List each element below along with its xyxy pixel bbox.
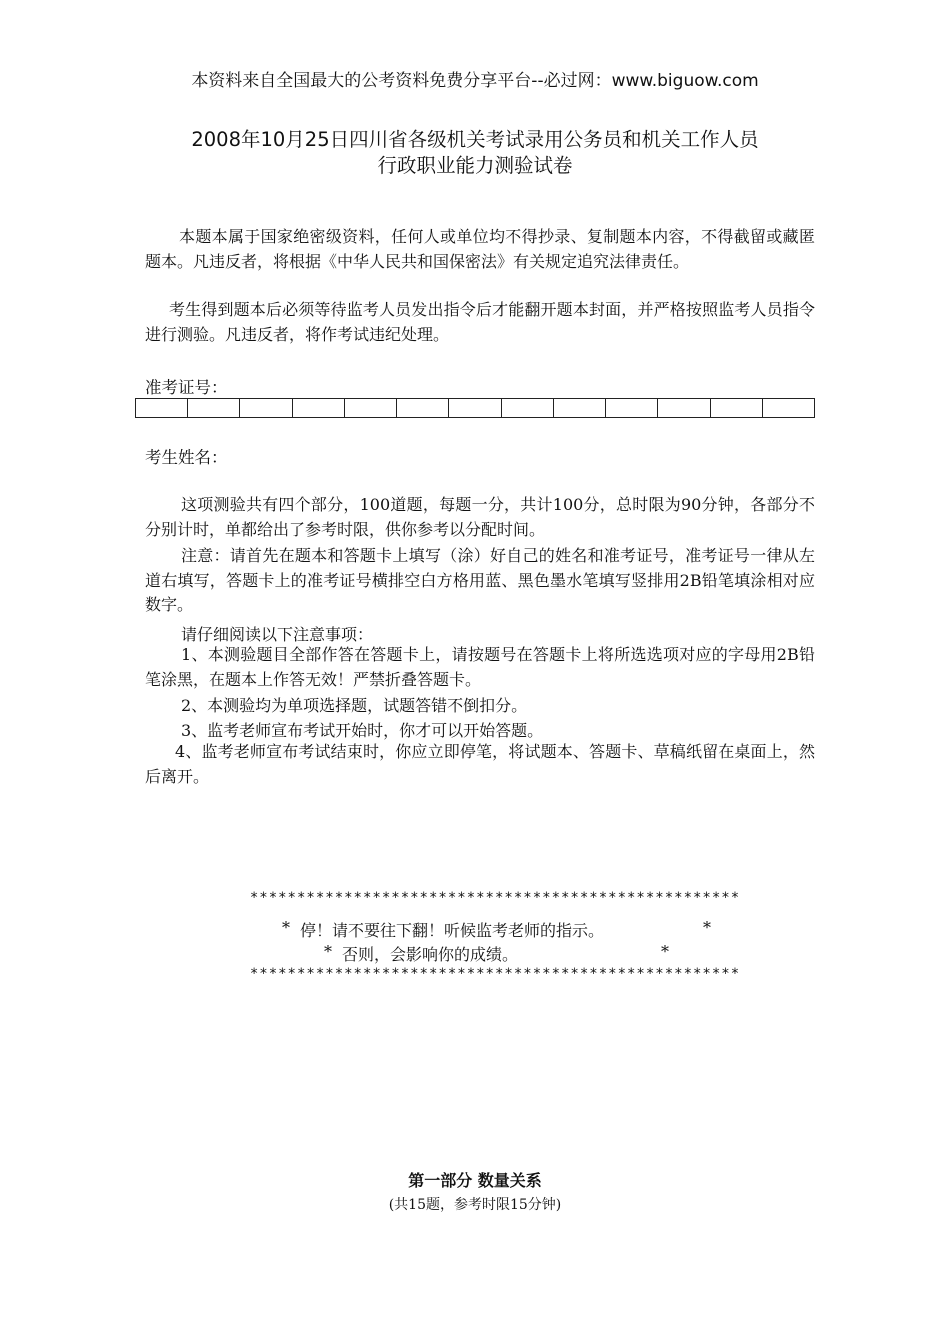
exam-id-grid[interactable]: [135, 398, 815, 418]
warning-bottom-border: ****************************************************: [249, 966, 741, 982]
exam-id-cell[interactable]: [188, 399, 240, 417]
warning-star-left-2: *: [324, 942, 332, 961]
instruction-item-3: 3、监考老师宣布考试开始时，你才可以开始答题。: [181, 721, 544, 740]
exam-id-cell[interactable]: [293, 399, 345, 417]
exam-title-line2: 行政职业能力测验试卷: [377, 154, 573, 177]
section-title: 第一部分 数量关系: [408, 1171, 542, 1190]
exam-id-cell[interactable]: [449, 399, 501, 417]
instruction-item-2: 2、本测验均为单项选择题，试题答错不倒扣分。: [181, 696, 528, 715]
warning-star-right-1: *: [703, 918, 711, 937]
exam-id-cell[interactable]: [554, 399, 606, 417]
confidential-notice: 本题本属于国家绝密级资料，任何人或单位均不得抄录、复制题本内容，不得截留或藏匿题本。凡违反者，将根据《中华人民共和国保密法》有关规定追究法律责任。: [145, 227, 815, 271]
warning-star-right-2: *: [661, 942, 669, 961]
warning-top-border: ****************************************************: [249, 890, 741, 906]
exam-id-cell[interactable]: [345, 399, 397, 417]
instruction-item-4: 4、监考老师宣布考试结束时，你应立即停笔，将试题本、答题卡、草稿纸留在桌面上，然后离开。: [145, 742, 815, 786]
warning-score-line: 否则，会影响你的成绩。: [342, 945, 519, 964]
attention-note: 注意：请首先在题本和答题卡上填写（涂）好自己的姓名和准考证号，准考证号一律从左道右填写，答题卡上的准考证号横排空白方格用蓝、黑色墨水笔填写竖排用2B铅笔填涂相对应数字。: [145, 546, 815, 614]
candidate-name-label: 考生姓名：: [145, 448, 228, 467]
warning-star-left-1: *: [282, 918, 290, 937]
read-carefully-line: 请仔细阅读以下注意事项：: [181, 625, 374, 644]
exam-id-cell[interactable]: [606, 399, 658, 417]
warning-stop-line: 停！请不要往下翻！听候监考老师的指示。: [300, 921, 605, 940]
exam-id-cell[interactable]: [240, 399, 292, 417]
exam-id-cell[interactable]: [502, 399, 554, 417]
instruction-item-1: 1、本测验题目全部作答在答题卡上，请按题号在答题卡上将所选选项对应的字母用2B铅笔涂黑，在题本上作答无效！严禁折叠答题卡。: [145, 645, 815, 689]
exam-id-cell[interactable]: [763, 399, 814, 417]
exam-id-cell[interactable]: [658, 399, 710, 417]
section-subtitle: (共15题，参考时限15分钟): [388, 1197, 562, 1213]
source-header: 本资料来自全国最大的公考资料免费分享平台--必过网：www.biguow.com: [191, 71, 759, 91]
opening-instruction: 考生得到题本后必须等待监考人员发出指令后才能翻开题本封面，并严格按照监考人员指令进行测验。凡违反者，将作考试违纪处理。: [145, 300, 815, 344]
exam-id-cell[interactable]: [711, 399, 763, 417]
test-intro: 这项测验共有四个部分，100道题，每题一分，共计100分，总时限为90分钟，各部分不分别计时，单都给出了参考时限，供你参考以分配时间。: [145, 495, 815, 539]
exam-id-cell[interactable]: [397, 399, 449, 417]
exam-id-cell[interactable]: [136, 399, 188, 417]
exam-id-label: 准考证号：: [145, 378, 228, 397]
exam-title-line1: 2008年10月25日四川省各级机关考试录用公务员和机关工作人员: [191, 128, 759, 151]
